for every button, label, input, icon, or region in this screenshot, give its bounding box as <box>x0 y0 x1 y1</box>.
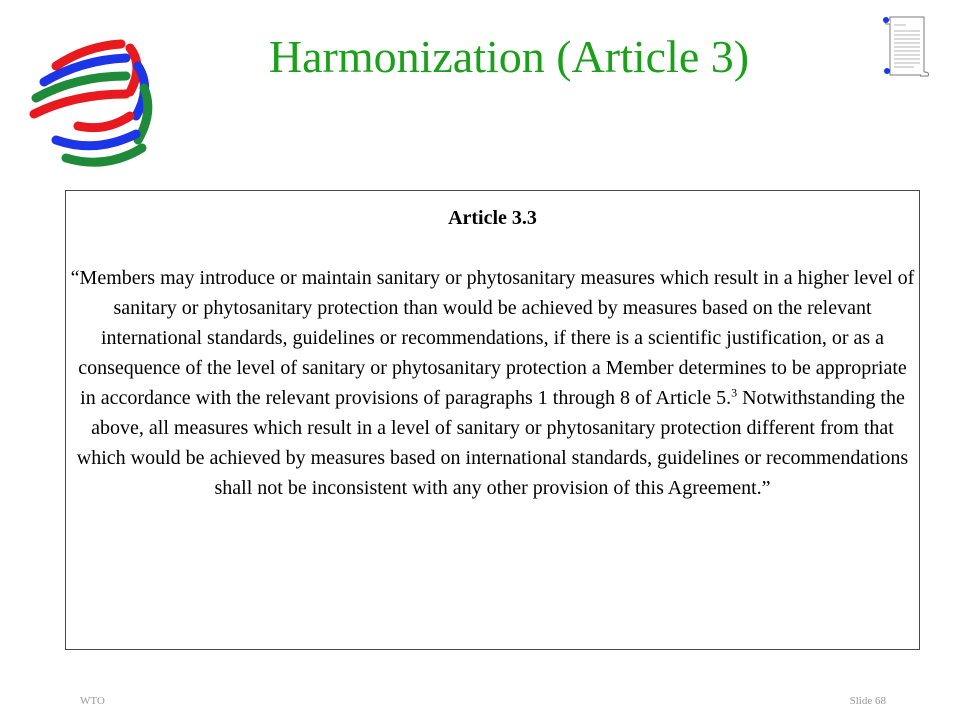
legal-scroll-icon <box>880 14 930 80</box>
article-heading: Article 3.3 <box>448 207 537 229</box>
slide-title: Harmonization (Article 3) <box>268 31 750 82</box>
quote-text-part2: Notwithstanding the above, all measures which result in a level of sanitary or phytosanitary protection different from that which would be achieved by measures based on international standards, guidelines or recommendations shall not be inconsistent with any other provision of this Agreement.” <box>76 387 909 499</box>
slide-number: Slide 68 <box>849 695 886 707</box>
article-quote-box <box>65 190 920 650</box>
quote-text-part1: “Members may introduce or maintain sanitary or phytosanitary measures which result in a higher level of sanitary or phytosanitary protection than would be achieved by measures based on the relevant international standards, guidelines or recommendations, if there is a scientific justification, or as a consequence of the level of sanitary or phytosanitary protection a Member determines to be appropriate in accordance with the relevant provisions of paragraphs 1 through 8 of Article 5. <box>70 267 915 409</box>
footer-organization: WTO <box>80 695 105 707</box>
footnote-marker: 3 <box>731 385 738 400</box>
article-quote <box>70 263 915 503</box>
